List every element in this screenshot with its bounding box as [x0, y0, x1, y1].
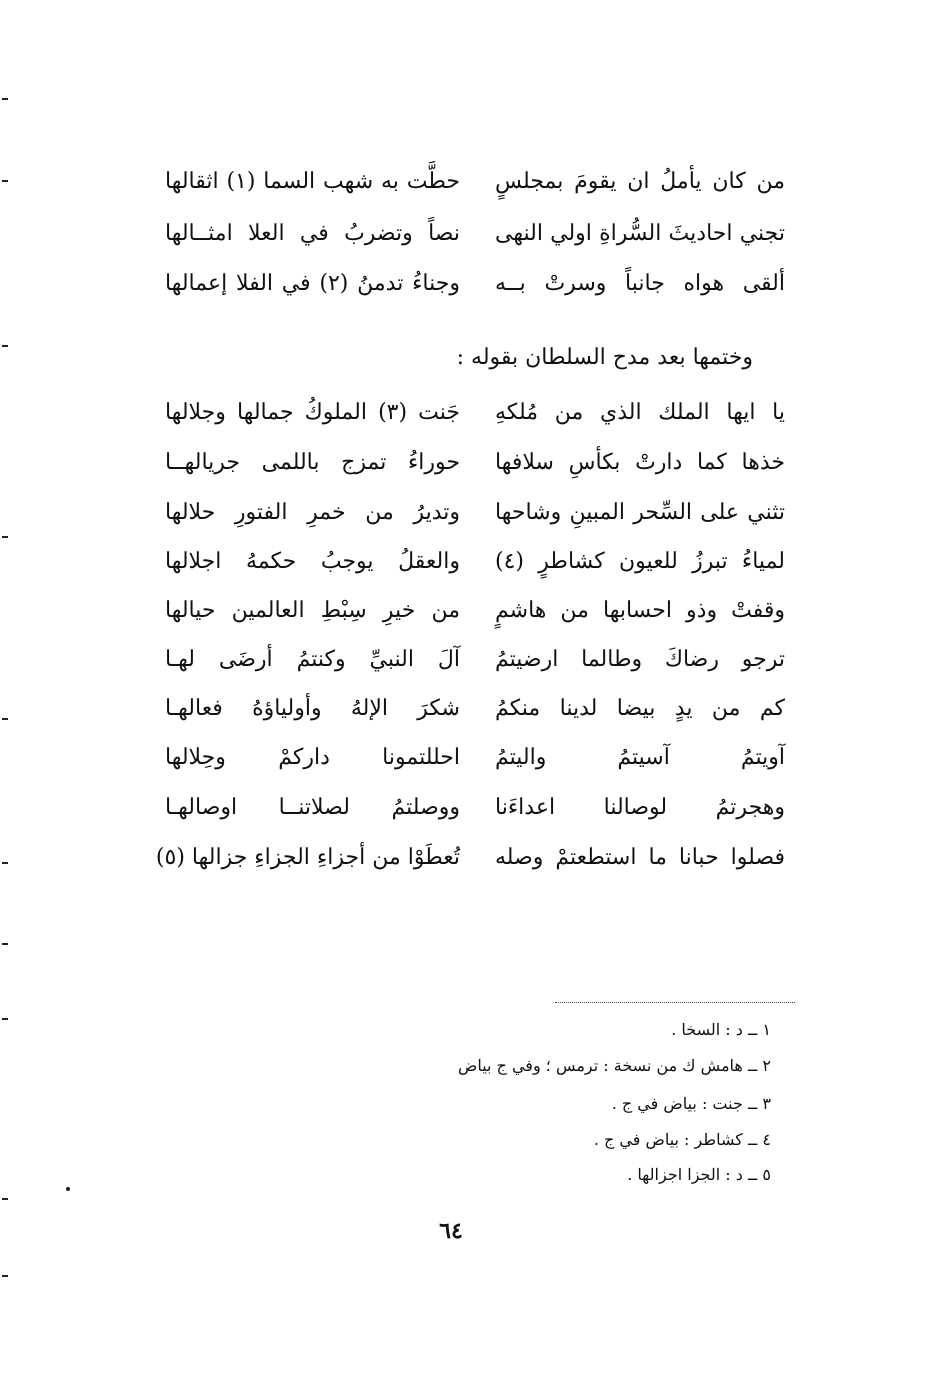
footnote: ٥ ــ د : الجزا اجزالها .: [627, 1165, 771, 1184]
verse-line: [120, 393, 785, 433]
verse-first-hemistich: خذها كما دارتْ بكأسِ سلافها: [495, 450, 785, 475]
verse-line: [120, 542, 785, 582]
verse-second-hemistich: حطَّت به شهب السما (١) اثقالها: [165, 169, 460, 194]
verse-first-hemistich: تثني على السِّحر المبينِ وشاحها: [495, 500, 785, 525]
verse-line: [120, 264, 785, 304]
verse-first-hemistich: ترجو رضاكَ وطالما ارضيتمُ: [495, 647, 785, 672]
ink-dot: [66, 1187, 70, 1191]
footnote: ٢ ــ هامش ك من نسخة : ترمس ؛ وفي ج بياض: [457, 1056, 771, 1075]
verse-first-hemistich: فصلوا حبانا ما استطعتمْ وصله: [495, 845, 785, 870]
verse-second-hemistich: جَنت (٣) الملوكُ جمالها وجلالها: [165, 400, 461, 425]
scan-edge-mark: [2, 1275, 8, 1277]
scan-edge-mark: [2, 943, 8, 945]
verse-second-hemistich: ووصلتمُ لصلاتنــا اوصالهـا: [165, 795, 460, 820]
verse-line: [120, 214, 785, 254]
scan-edge-mark: [2, 862, 8, 864]
verse-first-hemistich: وهجرتمُ لوصالنا اعداءَنا: [495, 795, 785, 820]
scan-edge-mark: [2, 718, 8, 720]
verse-second-hemistich: والعقلُ يوجبُ حكمهُ اجلالها: [165, 549, 460, 574]
verse-second-hemistich: حوراءُ تمزج باللمى جريالهــا: [165, 450, 460, 475]
verse-second-hemistich: تُعطَوْا من أجزاءِ الجزاءِ جزالها (٥): [155, 845, 460, 870]
verse-first-hemistich: كم من يدٍ بيضا لدينا منكمُ: [495, 696, 785, 721]
scan-edge-mark: [2, 1018, 8, 1020]
footnote-divider: [555, 1002, 795, 1003]
verse-second-hemistich: آلَ النبيِّ وكنتمُ أرضَى لهـا: [165, 647, 460, 672]
verse-line: [120, 640, 785, 680]
verse-line: [120, 493, 785, 533]
verse-second-hemistich: وجناءُ تدمنُ (٢) في الفلا إعمالها: [165, 271, 460, 296]
scan-edge-mark: [2, 180, 8, 182]
verse-first-hemistich: تجني احاديثَ السُّراةِ اولي النهى: [495, 221, 785, 246]
verse-line: [120, 788, 785, 828]
verse-line: [120, 162, 785, 202]
verse-second-hemistich: وتديرُ من خمرِ الفتورِ حلالها: [165, 500, 460, 525]
verse-second-hemistich: شكرَ الإلهُ وأولياؤهُ فعالهـا: [165, 696, 460, 721]
scan-edge-mark: [2, 536, 8, 538]
footnote: ١ ــ د : السخا .: [671, 1020, 771, 1039]
verse-first-hemistich: من كان يأملُ ان يقومَ بمجلسٍ: [495, 169, 785, 194]
prose-line: وختمها بعد مدح السلطان بقوله :: [456, 345, 753, 370]
footnote: ٤ ــ كشاطر : بياض في ج .: [593, 1130, 771, 1149]
footnote: ٣ ــ جنت : بياض في ج .: [611, 1094, 771, 1113]
verse-first-hemistich: لمياءُ تبرزُ للعيون كشاطرٍ (٤): [495, 549, 785, 574]
verse-second-hemistich: نصاً وتضربُ في العلا امثــالها: [165, 221, 460, 246]
verse-line: [120, 838, 785, 878]
verse-line: [120, 689, 785, 729]
verse-line: [120, 738, 785, 778]
verse-line: [120, 443, 785, 483]
verse-line: [120, 591, 785, 631]
scan-edge-mark: [2, 345, 8, 347]
verse-first-hemistich: ألقى هواه جانباً وسرتْ بــه: [495, 271, 785, 296]
page-number: ٦٤: [439, 1218, 463, 1244]
verse-second-hemistich: من خيرِ سِبْطِ العالمين حيالها: [165, 598, 460, 623]
scan-edge-mark: [2, 1198, 8, 1200]
verse-second-hemistich: احللتمونا داركمْ وحِلالها: [165, 745, 460, 770]
verse-first-hemistich: آويتمُ آسيتمُ واليتمُ: [495, 745, 785, 770]
verse-first-hemistich: يا ايها الملك الذي من مُلكهِ: [495, 400, 785, 425]
verse-first-hemistich: وقفتْ وذو احسابها من هاشمٍ: [495, 598, 785, 623]
scan-edge-mark: [2, 98, 8, 100]
